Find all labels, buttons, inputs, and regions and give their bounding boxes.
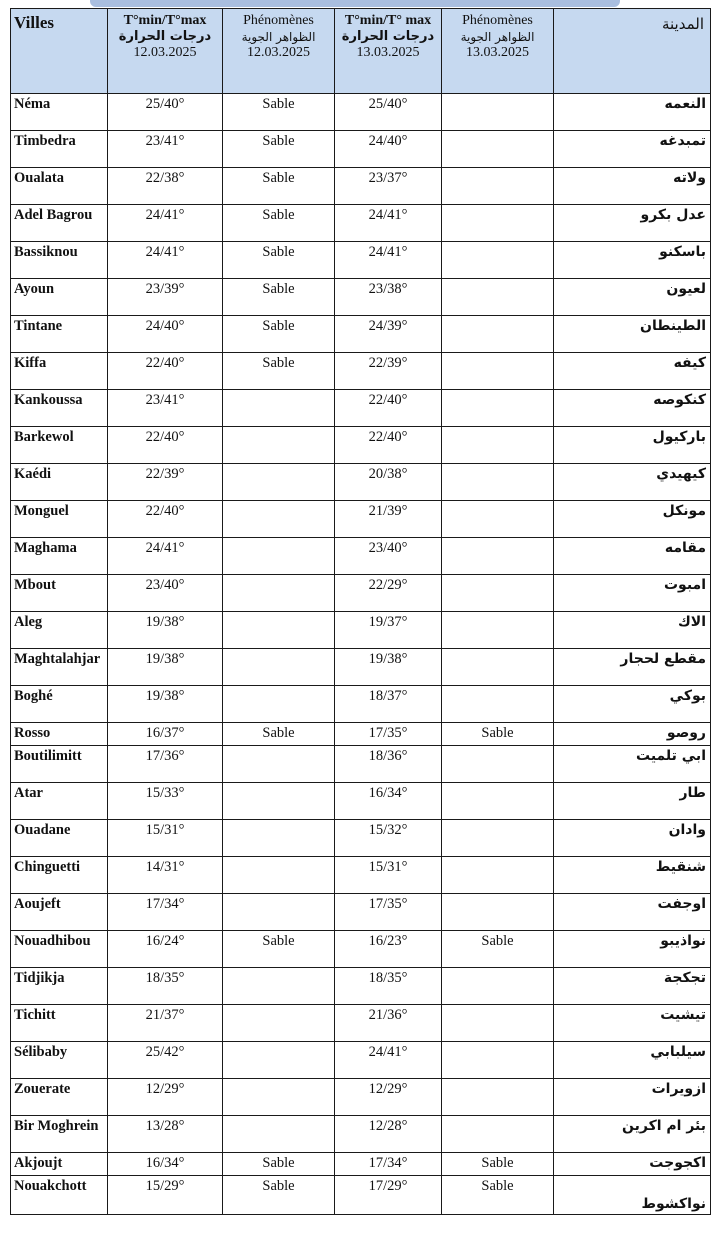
table-row [11, 575, 711, 612]
header-temp-day2 [335, 9, 442, 94]
header-villes-label: Villes [14, 13, 54, 32]
table-row [11, 1176, 711, 1215]
city-name-ar: بوكي [554, 686, 711, 723]
temp-day1: 23/40° [108, 575, 223, 612]
temp-day2: 23/40° [335, 538, 442, 575]
temp-day1: 18/35° [108, 968, 223, 1005]
header-pheno-day2-fr: Phénomènes [462, 13, 533, 28]
city-name-fr: Mbout [11, 575, 108, 612]
table-row [11, 1005, 711, 1042]
pheno-day2 [442, 168, 554, 205]
pheno-day1 [223, 390, 335, 427]
table-row [11, 538, 711, 575]
city-name-ar: طار [554, 783, 711, 820]
header-temp-day1-fr: T°min/T°max [123, 13, 207, 28]
city-name-fr: Ayoun [11, 279, 108, 316]
city-name-ar: سيلبابي [554, 1042, 711, 1079]
pheno-day1: Sable [223, 1176, 335, 1215]
temp-day1: 16/37° [108, 723, 223, 746]
temp-day1: 19/38° [108, 612, 223, 649]
top-title-banner [90, 0, 620, 7]
city-name-ar: ازويرات [554, 1079, 711, 1116]
city-name-fr: Bir Moghrein [11, 1116, 108, 1153]
city-name-fr: Adel Bagrou [11, 205, 108, 242]
city-name-ar: امبوت [554, 575, 711, 612]
temp-day1: 16/24° [108, 931, 223, 968]
pheno-day2 [442, 427, 554, 464]
city-name-fr: Maghtalahjar [11, 649, 108, 686]
pheno-day1 [223, 464, 335, 501]
temp-day2: 24/41° [335, 205, 442, 242]
temp-day2: 12/29° [335, 1079, 442, 1116]
city-name-ar: مقامه [554, 538, 711, 575]
temp-day2: 17/34° [335, 1153, 442, 1176]
city-name-fr: Rosso [11, 723, 108, 746]
pheno-day2 [442, 612, 554, 649]
city-name-ar: عدل بكرو [554, 205, 711, 242]
temp-day2: 23/38° [335, 279, 442, 316]
temp-day2: 19/38° [335, 649, 442, 686]
city-name-fr: Zouerate [11, 1079, 108, 1116]
temp-day2: 23/37° [335, 168, 442, 205]
temp-day2: 22/40° [335, 427, 442, 464]
temp-day2: 20/38° [335, 464, 442, 501]
temp-day1: 25/40° [108, 94, 223, 131]
city-name-fr: Kiffa [11, 353, 108, 390]
pheno-day2 [442, 94, 554, 131]
temp-day1: 24/41° [108, 538, 223, 575]
temp-day1: 12/29° [108, 1079, 223, 1116]
pheno-day1: Sable [223, 94, 335, 131]
temp-day1: 23/41° [108, 131, 223, 168]
temp-day2: 22/39° [335, 353, 442, 390]
temp-day2: 21/39° [335, 501, 442, 538]
city-name-fr: Barkewol [11, 427, 108, 464]
table-row [11, 1042, 711, 1079]
temp-day2: 18/35° [335, 968, 442, 1005]
city-name-fr: Timbedra [11, 131, 108, 168]
table-row [11, 316, 711, 353]
pheno-day2 [442, 390, 554, 427]
temp-day2: 25/40° [335, 94, 442, 131]
pheno-day2 [442, 501, 554, 538]
pheno-day1 [223, 1079, 335, 1116]
table-row [11, 168, 711, 205]
pheno-day2 [442, 820, 554, 857]
temp-day2: 16/23° [335, 931, 442, 968]
temp-day2: 24/39° [335, 316, 442, 353]
city-name-fr: Boghé [11, 686, 108, 723]
city-name-fr: Tidjikja [11, 968, 108, 1005]
city-name-ar: تمبدغه [554, 131, 711, 168]
forecast-sheet [10, 8, 710, 1215]
pheno-day1: Sable [223, 931, 335, 968]
city-name-ar: النعمه [554, 94, 711, 131]
table-row [11, 820, 711, 857]
table-row [11, 242, 711, 279]
pheno-day2 [442, 686, 554, 723]
pheno-day2 [442, 1079, 554, 1116]
table-row [11, 857, 711, 894]
city-name-ar: تيشيت [554, 1005, 711, 1042]
city-name-fr: Monguel [11, 501, 108, 538]
temp-day1: 22/40° [108, 427, 223, 464]
header-temp-day2-fr: T°min/T° max [344, 13, 432, 28]
pheno-day2 [442, 783, 554, 820]
pheno-day2: Sable [442, 723, 554, 746]
pheno-day1: Sable [223, 242, 335, 279]
pheno-day1: Sable [223, 168, 335, 205]
temp-day2: 18/36° [335, 746, 442, 783]
header-temp-day1-date: 12.03.2025 [133, 45, 197, 60]
temp-day1: 22/40° [108, 501, 223, 538]
pheno-day2 [442, 205, 554, 242]
header-pheno-day1 [223, 9, 335, 94]
temp-day1: 22/39° [108, 464, 223, 501]
pheno-day1: Sable [223, 131, 335, 168]
temp-day2: 16/34° [335, 783, 442, 820]
temp-day1: 15/33° [108, 783, 223, 820]
pheno-day1 [223, 1116, 335, 1153]
header-pheno-day1-date: 12.03.2025 [247, 45, 310, 60]
city-name-fr: Chinguetti [11, 857, 108, 894]
pheno-day1: Sable [223, 1153, 335, 1176]
city-name-fr: Maghama [11, 538, 108, 575]
temp-day2: 12/28° [335, 1116, 442, 1153]
city-name-fr: Sélibaby [11, 1042, 108, 1079]
pheno-day1 [223, 857, 335, 894]
pheno-day2 [442, 242, 554, 279]
table-body [11, 94, 711, 1215]
city-name-ar: تجكجة [554, 968, 711, 1005]
city-name-ar: باركيول [554, 427, 711, 464]
city-name-fr: Tintane [11, 316, 108, 353]
temp-day1: 13/28° [108, 1116, 223, 1153]
temp-day1: 19/38° [108, 649, 223, 686]
table-row [11, 390, 711, 427]
pheno-day1: Sable [223, 353, 335, 390]
table-row [11, 612, 711, 649]
city-name-fr: Bassiknou [11, 242, 108, 279]
temp-day1: 14/31° [108, 857, 223, 894]
pheno-day1: Sable [223, 316, 335, 353]
city-name-fr: Tichitt [11, 1005, 108, 1042]
header-pheno-day2-date: 13.03.2025 [466, 45, 529, 60]
city-name-fr: Boutilimitt [11, 746, 108, 783]
table-row [11, 746, 711, 783]
table-row [11, 968, 711, 1005]
table-row [11, 279, 711, 316]
temp-day2: 15/31° [335, 857, 442, 894]
temp-day1: 25/42° [108, 1042, 223, 1079]
temp-day1: 15/29° [108, 1176, 223, 1215]
pheno-day2 [442, 1005, 554, 1042]
city-name-ar: باسكنو [554, 242, 711, 279]
temp-day2: 24/41° [335, 1042, 442, 1079]
city-name-ar: بئر ام اكرين [554, 1116, 711, 1153]
city-name-fr: Akjoujt [11, 1153, 108, 1176]
temp-day1: 22/38° [108, 168, 223, 205]
pheno-day1 [223, 783, 335, 820]
city-name-fr: Kaédi [11, 464, 108, 501]
city-name-ar: وادان [554, 820, 711, 857]
pheno-day1 [223, 686, 335, 723]
pheno-day1: Sable [223, 723, 335, 746]
temp-day1: 23/41° [108, 390, 223, 427]
pheno-day2 [442, 575, 554, 612]
city-name-ar: لعيون [554, 279, 711, 316]
city-name-ar: اكجوجت [554, 1153, 711, 1176]
temp-day1: 22/40° [108, 353, 223, 390]
temp-day1: 24/41° [108, 242, 223, 279]
pheno-day1 [223, 968, 335, 1005]
city-name-fr: Kankoussa [11, 390, 108, 427]
pheno-day1 [223, 1042, 335, 1079]
city-name-ar: روصو [554, 723, 711, 746]
city-name-ar: ولاته [554, 168, 711, 205]
temp-day2: 24/40° [335, 131, 442, 168]
temp-day1: 19/38° [108, 686, 223, 723]
city-name-ar: اوجفت [554, 894, 711, 931]
table-row [11, 723, 711, 746]
pheno-day2: Sable [442, 931, 554, 968]
temp-day1: 21/37° [108, 1005, 223, 1042]
header-city-ar-label: المدينة [661, 15, 704, 33]
temp-day2: 22/40° [335, 390, 442, 427]
header-temp-day2-date: 13.03.2025 [356, 45, 420, 60]
pheno-day2 [442, 131, 554, 168]
header-pheno-day2 [442, 9, 554, 94]
pheno-day2 [442, 857, 554, 894]
city-name-ar: نواكشوط [554, 1176, 711, 1215]
temp-day2: 15/32° [335, 820, 442, 857]
city-name-ar: مقطع لحجار [554, 649, 711, 686]
pheno-day2 [442, 1042, 554, 1079]
pheno-day2 [442, 1116, 554, 1153]
table-row [11, 94, 711, 131]
city-name-fr: Nouakchott [11, 1176, 108, 1215]
table-row [11, 353, 711, 390]
pheno-day2 [442, 968, 554, 1005]
city-name-ar: كيهيدي [554, 464, 711, 501]
pheno-day2 [442, 464, 554, 501]
table-row [11, 205, 711, 242]
city-name-fr: Néma [11, 94, 108, 131]
table-row [11, 1079, 711, 1116]
temp-day2: 19/37° [335, 612, 442, 649]
pheno-day2 [442, 894, 554, 931]
pheno-day2 [442, 538, 554, 575]
table-row [11, 427, 711, 464]
temp-day1: 17/36° [108, 746, 223, 783]
temp-day2: 22/29° [335, 575, 442, 612]
pheno-day1 [223, 649, 335, 686]
city-name-fr: Aleg [11, 612, 108, 649]
city-name-fr: Nouadhibou [11, 931, 108, 968]
header-temp-day1 [108, 9, 223, 94]
pheno-day2 [442, 279, 554, 316]
table-row [11, 686, 711, 723]
table-row [11, 131, 711, 168]
temp-day2: 21/36° [335, 1005, 442, 1042]
table-row [11, 464, 711, 501]
pheno-day1 [223, 894, 335, 931]
city-name-ar: الاك [554, 612, 711, 649]
pheno-day1 [223, 612, 335, 649]
pheno-day2 [442, 746, 554, 783]
pheno-day2: Sable [442, 1176, 554, 1215]
city-name-ar: كنكوصه [554, 390, 711, 427]
pheno-day2 [442, 353, 554, 390]
table-row [11, 1153, 711, 1176]
header-villes [11, 9, 108, 94]
header-pheno-day1-fr: Phénomènes [243, 13, 314, 28]
pheno-day1 [223, 501, 335, 538]
header-pheno-day1-ar: الظواهر الجوية [241, 30, 316, 44]
city-name-ar: شنقيط [554, 857, 711, 894]
temp-day2: 18/37° [335, 686, 442, 723]
table-row [11, 783, 711, 820]
pheno-day1 [223, 427, 335, 464]
temp-day2: 24/41° [335, 242, 442, 279]
pheno-day1 [223, 575, 335, 612]
city-name-ar: كيفه [554, 353, 711, 390]
table-row [11, 894, 711, 931]
table-row [11, 1116, 711, 1153]
table-row [11, 931, 711, 968]
temp-day1: 23/39° [108, 279, 223, 316]
temp-day2: 17/35° [335, 723, 442, 746]
city-name-fr: Aoujeft [11, 894, 108, 931]
city-name-fr: Ouadane [11, 820, 108, 857]
temp-day2: 17/35° [335, 894, 442, 931]
city-name-ar: مونكل [554, 501, 711, 538]
temp-day1: 16/34° [108, 1153, 223, 1176]
temp-day1: 15/31° [108, 820, 223, 857]
city-name-fr: Oualata [11, 168, 108, 205]
pheno-day1 [223, 820, 335, 857]
header-temp-day2-ar: درجات الحرارة [341, 29, 435, 44]
table-row [11, 649, 711, 686]
pheno-day1 [223, 1005, 335, 1042]
city-name-ar: الطينطان [554, 316, 711, 353]
temp-day2: 17/29° [335, 1176, 442, 1215]
pheno-day1: Sable [223, 205, 335, 242]
pheno-day2 [442, 649, 554, 686]
city-name-ar: ابي تلميت [554, 746, 711, 783]
pheno-day2 [442, 316, 554, 353]
header-city-ar [554, 9, 711, 94]
city-name-ar: نواذيبو [554, 931, 711, 968]
pheno-day1 [223, 538, 335, 575]
table-row [11, 501, 711, 538]
pheno-day1: Sable [223, 279, 335, 316]
header-temp-day1-ar: درجات الحرارة [118, 29, 212, 44]
table-header-row [11, 9, 711, 94]
pheno-day1 [223, 746, 335, 783]
temp-day1: 24/40° [108, 316, 223, 353]
header-pheno-day2-ar: الظواهر الجوية [460, 30, 535, 44]
forecast-table [10, 8, 711, 1215]
temp-day1: 24/41° [108, 205, 223, 242]
pheno-day2: Sable [442, 1153, 554, 1176]
city-name-fr: Atar [11, 783, 108, 820]
temp-day1: 17/34° [108, 894, 223, 931]
